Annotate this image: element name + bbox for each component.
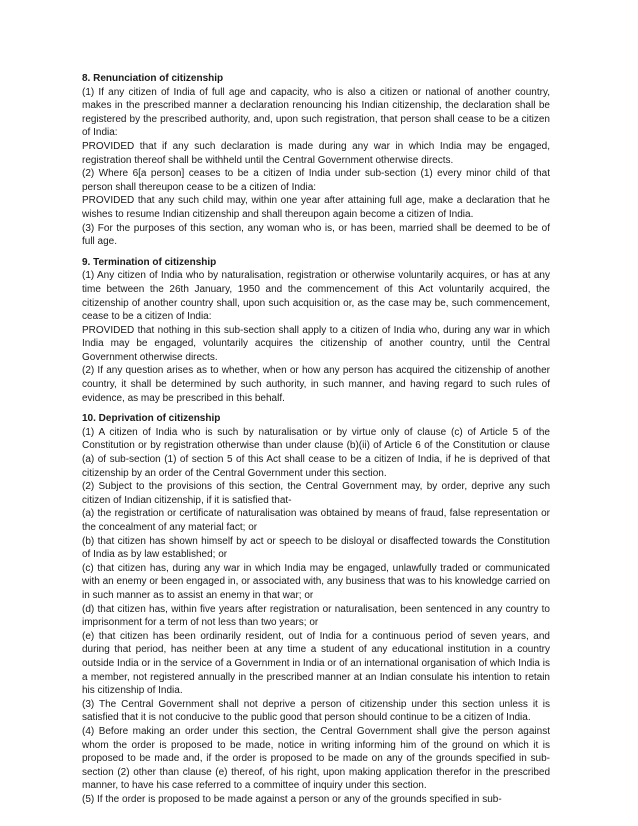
paragraph: (1) A citizen of India who is such by naturalisation or by virtue only of clause (c) of Article 5 of the Constitution or by registration otherwise than under clause (b)(ii) of Article 6 of the Constitution or clause (a) of sub-section (1) of section 5 of this Act shall cease to be a citizen of India, if he is deprived of that citizenship by an order of the Central Government under this section. bbox=[82, 426, 550, 479]
paragraph: (5) If the order is proposed to be made against a person or any of the grounds specified in sub- bbox=[82, 793, 502, 805]
paragraph: (c) that citizen has, during any war in which India may be engaged, unlawfully traded or communicated with an enemy or been engaged in, or associated with, any business that was to his knowledge carried on in such manner as to assist an enemy in that war; or bbox=[82, 562, 550, 601]
paragraph: PROVIDED that if any such declaration is made during any war in which India may be engaged, registration thereof shall be withheld until the Central Government otherwise directs. bbox=[82, 140, 550, 166]
paragraph: (b) that citizen has shown himself by act or speech to be disloyal or disaffected towards the Constitution of India as by law established; or bbox=[82, 535, 550, 561]
paragraph: (2) If any question arises as to whether, when or how any person has acquired the citizenship of another country, it shall be determined by such authority, in such manner, and having regard to such rules of evidence, as may be prescribed in this behalf. bbox=[82, 365, 550, 404]
section-9 bbox=[82, 256, 550, 406]
section-10 bbox=[82, 412, 550, 806]
paragraph: (1) If any citizen of India of full age and capacity, who is also a citizen or national of another country, makes in the prescribed manner a declaration renouncing his Indian citizenship, the declaration shall be registered by the prescribed authority, and, upon such registration, that person shall cease to be a citizen of India: bbox=[82, 86, 550, 139]
paragraph: (2) Subject to the provisions of this section, the Central Government may, by order, deprive any such citizen of Indian citizenship, if it is satisfied that- bbox=[82, 481, 550, 506]
section-heading: 9. Termination of citizenship bbox=[82, 256, 217, 268]
paragraph: (4) Before making an order under this section, the Central Government shall give the person against whom the order is proposed to be made, notice in writing informing him of the ground on which it is proposed to be made and, if the order is proposed to be made on any of the grounds specified in sub-section (2) other than clause (e) thereof, of his right, upon making application therefor in the prescribed manner, to have his case referred to a committee of inquiry under this section. bbox=[82, 725, 550, 792]
document-page bbox=[82, 72, 550, 813]
paragraph: (d) that citizen has, within five years after registration or naturalisation, been sentenced in any country to imprisonment for a term of not less than two years; or bbox=[82, 603, 550, 629]
section-8 bbox=[82, 72, 550, 249]
paragraph: (3) The Central Government shall not deprive a person of citizenship under this section unless it is satisfied that it is not conducive to the public good that person should continue to be a citizen of India. bbox=[82, 698, 550, 724]
paragraph: (3) For the purposes of this section, any woman who is, or has been, married shall be deemed to be of full age. bbox=[82, 222, 550, 248]
paragraph: PROVIDED that any such child may, within one year after attaining full age, make a declaration that he wishes to resume Indian citizenship and shall thereupon again become a citizen of India. bbox=[82, 195, 550, 220]
paragraph: (e) that citizen has been ordinarily resident, out of India for a continuous period of seven years, and during that period, has neither been at any time a student of any educational institution in a country outside India or in the service of a Government in India or of an international organisation of which India is a member, not registered annually in the prescribed manner at an Indian consulate his intention to retain his citizenship of India. bbox=[82, 630, 550, 697]
section-heading: 10. Deprivation of citizenship bbox=[82, 413, 221, 425]
paragraph: (1) Any citizen of India who by naturalisation, registration or otherwise voluntarily acquires, or has at any time between the 26th January, 1950 and the commencement of this Act voluntarily acquired, the citizenship of another country shall, upon such acquisition or, as the case may be, such commencement, cease to be a citizen of India: bbox=[82, 270, 550, 323]
paragraph: (a) the registration or certificate of naturalisation was obtained by means of fraud, false representation or the concealment of any material fact; or bbox=[82, 508, 550, 533]
section-heading: 8. Renunciation of citizenship bbox=[82, 73, 224, 84]
paragraph: (2) Where 6[a person] ceases to be a citizen of India under sub-section (1) every minor child of that person shall thereupon cease to be a citizen of India: bbox=[82, 168, 550, 193]
paragraph: PROVIDED that nothing in this sub-section shall apply to a citizen of India who, during any war in which India may be engaged, voluntarily acquires the citizenship of another country, until the Central Government otherwise directs. bbox=[82, 324, 550, 363]
